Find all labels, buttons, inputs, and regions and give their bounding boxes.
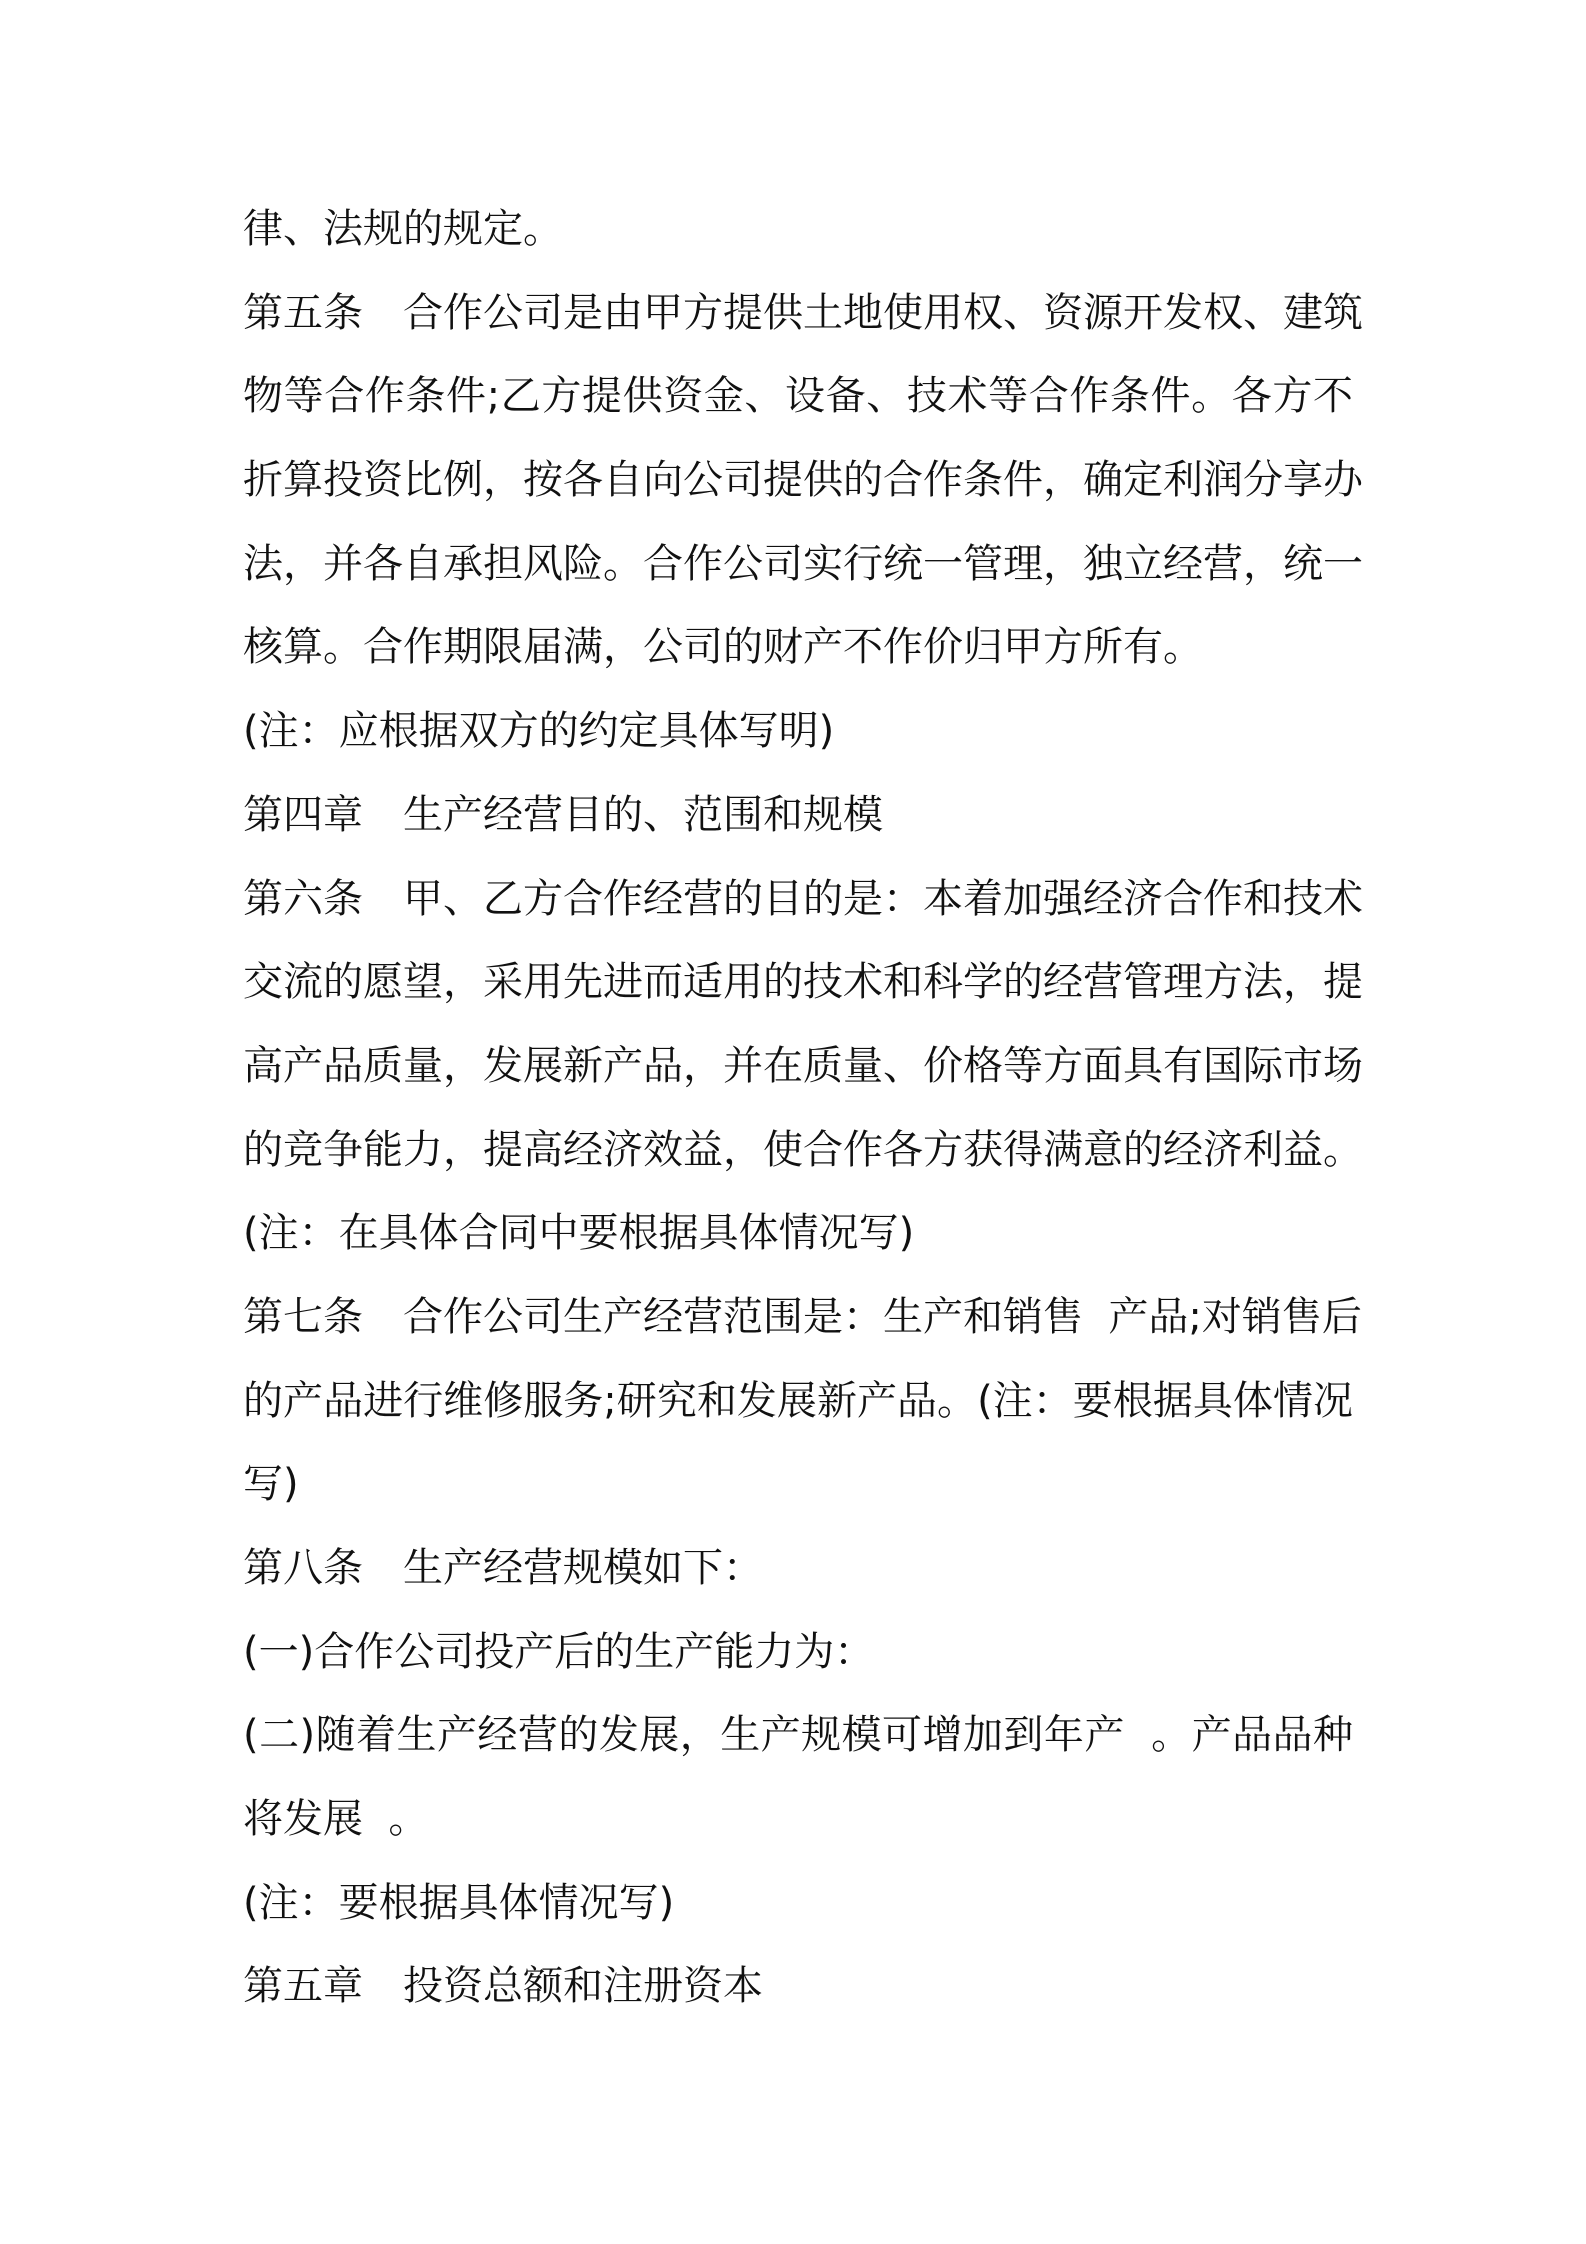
text-line: (一)合作公司投产后的生产能力为： <box>243 1628 875 1675</box>
text-line: 第七条 合作公司生产经营范围是：生产和销售 产品;对销售后 <box>243 1293 1362 1340</box>
text-line: 法，并各自承担风险。合作公司实行统一管理，独立经营，统一 <box>243 540 1363 587</box>
text-line: 律、法规的规定。 <box>243 206 563 252</box>
text-line: 的产品进行维修服务;研究和发展新产品。(注：要根据具体情况 <box>243 1377 1353 1424</box>
text-line: 第五章 投资总额和注册资本 <box>243 1963 763 2010</box>
text-line: 第五条 合作公司是由甲方提供土地使用权、资源开发权、建筑 <box>243 289 1363 336</box>
text-line: (注：应根据双方的约定具体写明) <box>243 708 835 755</box>
text-line: (注：要根据具体情况写) <box>243 1879 675 1926</box>
text-line: 交流的愿望，采用先进而适用的技术和科学的经营管理方法，提 <box>243 959 1363 1006</box>
text-line: 高产品质量，发展新产品，并在质量、价格等方面具有国际市场 <box>243 1042 1363 1089</box>
text-line: 的竞争能力，提高经济效益，使合作各方获得满意的经济利益。 <box>243 1126 1363 1173</box>
text-line: 核算。合作期限届满，公司的财产不作价归甲方所有。 <box>243 624 1203 671</box>
text-line: (注：在具体合同中要根据具体情况写) <box>243 1210 915 1257</box>
text-line: 将发展 。 <box>243 1796 429 1843</box>
text-line: (二)随着生产经营的发展，生产规模可增加到年产 。产品品种 <box>243 1712 1353 1759</box>
text-line: 折算投资比例，按各自向公司提供的合作条件，确定利润分享办 <box>243 457 1363 504</box>
document-body <box>243 188 1363 2029</box>
text-line: 第八条 生产经营规模如下： <box>243 1545 763 1591</box>
text-line: 写) <box>243 1461 299 1508</box>
text-line: 物等合作条件;乙方提供资金、设备、技术等合作条件。各方不 <box>243 373 1353 420</box>
text-line: 第四章 生产经营目的、范围和规模 <box>243 791 883 838</box>
text-line: 第六条 甲、乙方合作经营的目的是：本着加强经济合作和技术 <box>243 875 1363 922</box>
